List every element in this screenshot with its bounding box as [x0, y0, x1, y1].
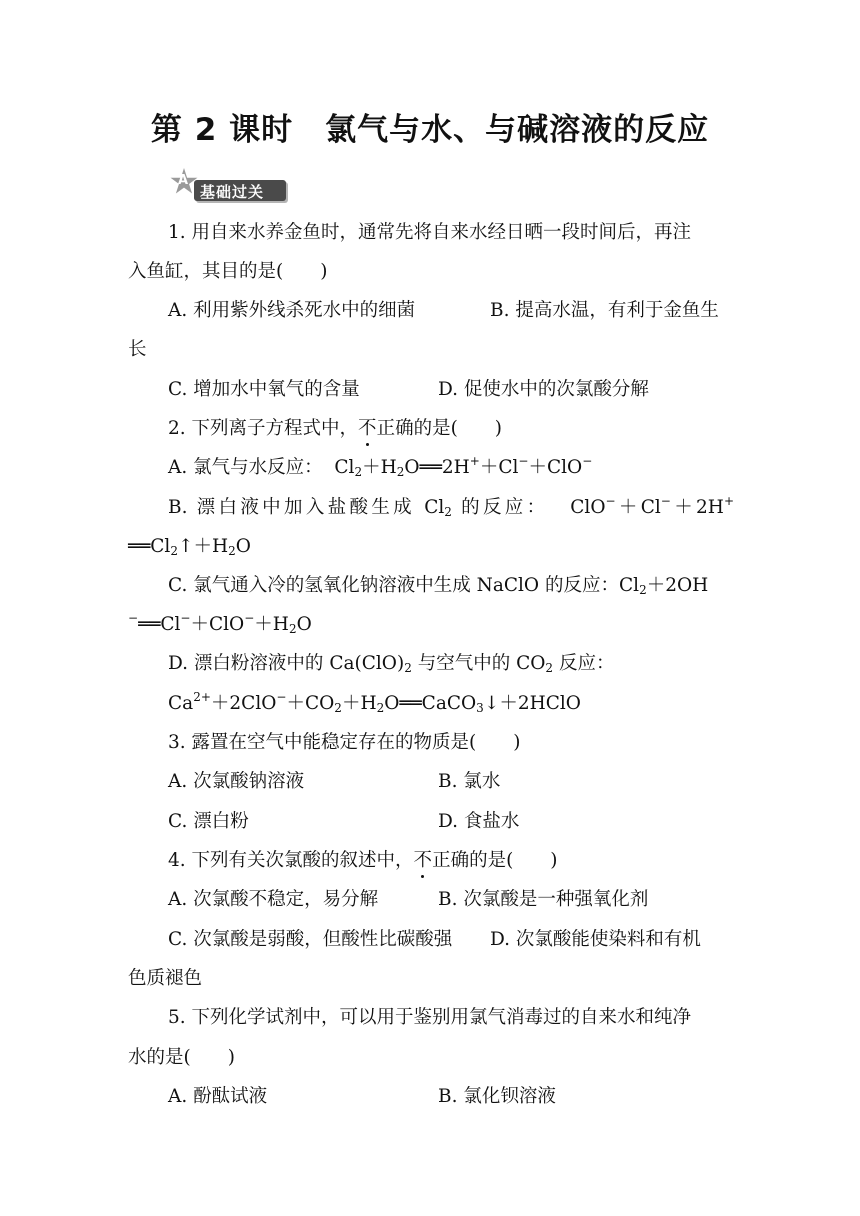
q3-option-c: C. 漂白粉: [168, 811, 249, 832]
q2-stem-post: 正确的是( ): [376, 418, 502, 439]
q2-option-b-label-2: 的反应：: [451, 497, 540, 518]
q1-option-c: C. 增加水中氧气的含量: [168, 379, 360, 400]
q4-option-c: C. 次氯酸是弱酸，但酸性比碳酸强: [168, 929, 453, 950]
q1-option-d: D. 促使水中的次氯酸分解: [438, 379, 649, 400]
q2-option-a-label: A. 氯气与水反应：: [168, 457, 323, 478]
section-letter: A: [178, 173, 189, 188]
q2-option-b-line: B. 漂白液中加入盐酸生成 $Cl_2$ 的反应： ClO−＋Cl−＋2H+: [168, 494, 734, 519]
q4-option-b: B. 次氯酸是一种强氧化剂: [438, 889, 649, 910]
q2-emphasis-not: 不: [358, 418, 377, 439]
q4-option-a: A. 次氯酸不稳定，易分解: [168, 889, 379, 910]
q1-option-b-cont: 长: [128, 339, 147, 360]
q2-option-c-label: C. 氯气通入冷的氢氧化钠溶液中生成 NaClO 的反应：: [168, 575, 619, 596]
q5-stem-line2: 水的是( ): [128, 1047, 235, 1068]
q2-stem: [168, 417, 502, 441]
q3-stem: 3. 露置在空气中能稳定存在的物质是( ): [168, 732, 521, 753]
q2-option-b-label: B. 漂白液中加入盐酸生成 Cl: [168, 497, 445, 518]
q2-equation-c-cont: $^-══Cl^-+ClO^-+H_2O$: [128, 611, 312, 636]
q1-option-a: A. 利用紫外线杀死水中的细菌: [168, 300, 416, 321]
q3-option-b: B. 氯水: [438, 771, 501, 792]
q2-equation-b-cont: $══Cl_2↑+H_2O$: [128, 536, 251, 558]
q2-equation-a: $Cl_2+H_2O══2H^++Cl^-+ClO^-$: [334, 454, 593, 479]
q1-option-b: B. 提高水温，有利于金鱼生: [490, 300, 719, 321]
q2-option-b: [168, 496, 734, 520]
q2-option-d-label-2: 与空气中的 CO: [411, 653, 546, 674]
q2-option-d-label: D. 漂白粉溶液中的 Ca(ClO): [168, 653, 405, 674]
q3-option-d: D. 食盐水: [438, 811, 520, 832]
q4-stem: [168, 849, 558, 873]
q2-equation-d: $Ca^{2+}+2ClO^-+CO_2+H_2O══CaCO_3↓+2HClO$: [168, 690, 581, 715]
page-title: 第 2 课时 氯气与水、与碱溶液的反应: [150, 112, 710, 148]
section-badge: [170, 168, 300, 208]
q5-option-b: B. 氯化钡溶液: [438, 1086, 556, 1107]
q3-option-a: A. 次氯酸钠溶液: [168, 771, 305, 792]
q4-stem-pre: 4. 下列有关次氯酸的叙述中，: [168, 850, 414, 871]
q1-stem-line2: 入鱼缸，其目的是( ): [128, 261, 328, 282]
section-label: 基础过关: [200, 183, 265, 201]
q5-option-a: A. 酚酞试液: [168, 1086, 268, 1107]
q2-option-d: D. 漂白粉溶液中的 $Ca(ClO)_2$ 与空气中的 $CO_2$ 反应：: [168, 653, 615, 675]
q5-stem-line1: 5. 下列化学试剂中，可以用于鉴别用氯气消毒过的自来水和纯净: [168, 1007, 692, 1028]
q2-option-a: [168, 456, 592, 480]
q4-emphasis-not: 不: [413, 850, 433, 871]
q2-stem-pre: 2. 下列离子方程式中，: [168, 418, 359, 439]
q4-option-d-cont: 色质褪色: [128, 968, 203, 989]
q4-stem-post: 正确的是( ): [432, 850, 558, 871]
q2-option-c: C. 氯气通入冷的氢氧化钠溶液中生成 NaClO 的反应：$Cl_2+2OH$: [168, 575, 709, 597]
q2-option-d-label-3: 反应：: [553, 653, 615, 674]
q1-stem-line1: 1. 用自来水养金鱼时，通常先将自来水经日晒一段时间后，再注: [168, 222, 692, 243]
q4-option-d: D. 次氯酸能使染料和有机: [490, 929, 701, 950]
